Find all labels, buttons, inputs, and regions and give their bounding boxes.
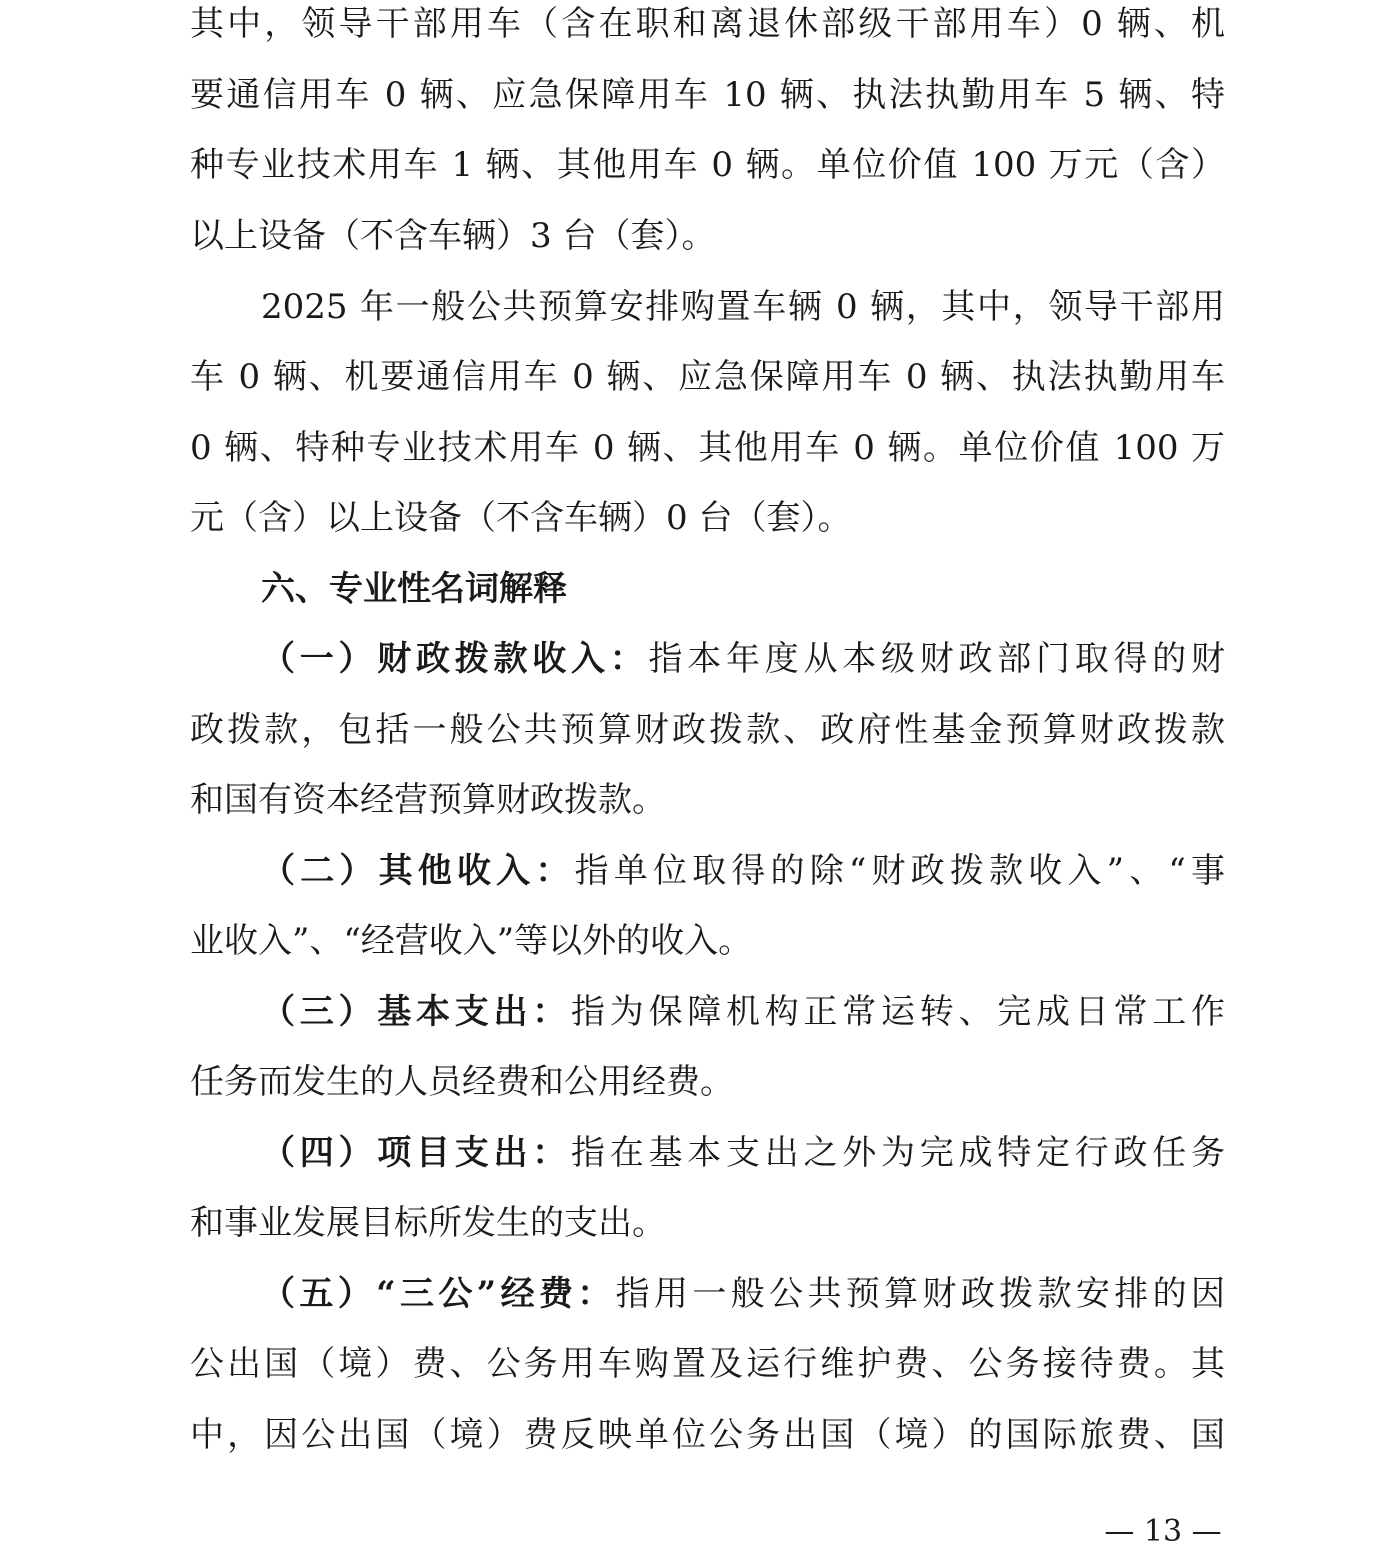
paragraph-line: 种专业技术用车 1 辆、其他用车 0 辆。单位价值 100 万元（含） — [190, 145, 1225, 185]
paragraph-line: 0 辆、特种专业技术用车 0 辆、其他用车 0 辆。单位价值 100 万 — [190, 428, 1225, 468]
paragraph-line: 要通信用车 0 辆、应急保障用车 10 辆、执法执勤用车 5 辆、特 — [190, 75, 1225, 115]
definition-text: 指单位取得的除“财政拨款收入”、“事 — [574, 851, 1226, 891]
definition-term: （五）“三公”经费： — [261, 1274, 616, 1314]
paragraph-line: 中，因公出国（境）费反映单位公务出国（境）的国际旅费、国 — [190, 1415, 1225, 1455]
definition-term: （四）项目支出： — [261, 1133, 571, 1173]
paragraph-line: 公出国（境）费、公务用车购置及运行维护费、公务接待费。其 — [190, 1344, 1225, 1384]
definition-text: 指本年度从本级财政部门取得的财 — [648, 639, 1225, 679]
page-number: — 13 — — [1104, 1514, 1222, 1549]
paragraph-line: 和事业发展目标所发生的支出。 — [190, 1203, 666, 1243]
definition-term: （一）财政拨款收入： — [261, 639, 649, 679]
paragraph-line: 业收入”、“经营收入”等以外的收入。 — [190, 921, 753, 961]
definition-line — [190, 1123, 1225, 1183]
paragraph-line: 以上设备（不含车辆）3 台（套）。 — [190, 216, 716, 256]
definition-line — [190, 629, 1225, 689]
paragraph-line: 其中，领导干部用车（含在职和离退休部级干部用车）0 辆、机 — [190, 4, 1225, 44]
paragraph-line: 2025 年一般公共预算安排购置车辆 0 辆，其中，领导干部用 — [261, 287, 1225, 327]
definition-line — [190, 1264, 1225, 1324]
definition-line — [190, 982, 1225, 1042]
definition-text: 指用一般公共预算财政拨款安排的因 — [615, 1274, 1225, 1314]
section-heading: 六、专业性名词解释 — [261, 569, 567, 609]
definition-term: （三）基本支出： — [261, 992, 571, 1032]
paragraph-line: 元（含）以上设备（不含车辆）0 台（套）。 — [190, 498, 852, 538]
paragraph-line: 和国有资本经营预算财政拨款。 — [190, 780, 666, 820]
definition-line — [190, 841, 1225, 901]
definition-term: （二）其他收入： — [261, 851, 575, 891]
definition-text: 指为保障机构正常运转、完成日常工作 — [571, 992, 1225, 1032]
paragraph-line: 车 0 辆、机要通信用车 0 辆、应急保障用车 0 辆、执法执勤用车 — [190, 357, 1225, 397]
paragraph-line: 任务而发生的人员经费和公用经费。 — [190, 1062, 734, 1102]
paragraph-line: 政拨款，包括一般公共预算财政拨款、政府性基金预算财政拨款 — [190, 710, 1225, 750]
definition-text: 指在基本支出之外为完成特定行政任务 — [571, 1133, 1225, 1173]
